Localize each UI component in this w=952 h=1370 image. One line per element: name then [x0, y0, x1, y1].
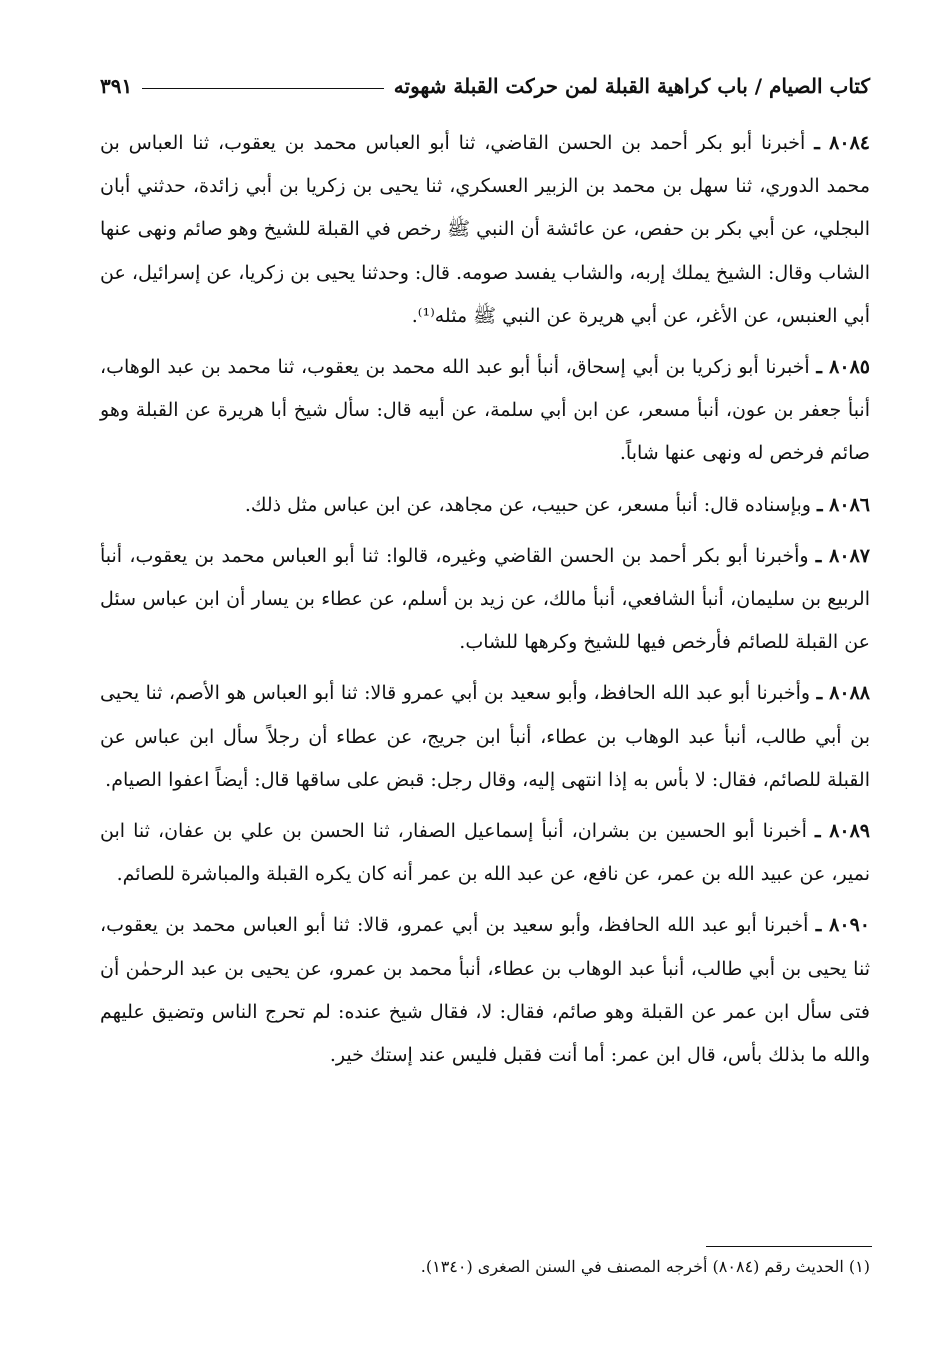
hadith-text: وبإسناده قال: أنبأ مسعر، عن حبيب، عن مجاهد، عن ابن عباس مثل ذلك.	[244, 493, 817, 516]
book-page	[100, 62, 870, 1085]
page-body	[100, 122, 870, 1077]
footnote: (١) الحديث رقم (٨٠٨٤) أخرجه المصنف في السنن الصغرى (١٣٤٠).	[420, 1257, 870, 1276]
hadith-text: وأخبرنا أبو بكر أحمد بن الحسن القاضي وغيره، قالوا: ثنا أبو العباس محمد بن يعقوب، أنبأ الربيع بن سليمان، أنبأ الشافعي، أنبأ مالك، عن زيد بن أسلم، عن عطاء بن يسار أن ابن عباس سئل عن القبلة للصائم فأرخص فيها للشيخ وكرهها للشاب.	[100, 544, 870, 654]
hadith-text: أخبرنا أبو الحسين بن بشران، أنبأ إسماعيل الصفار، ثنا الحسن بن علي بن عفان، ثنا ابن نمير، عن عبيد الله بن عمر، عن نافع، عن عبد الله بن عمر أنه كان يكره القبلة والمباشرة للصائم.	[100, 820, 870, 886]
hadith-number: ٨٠٨٤ ـ	[814, 132, 870, 154]
hadith-paragraph	[100, 346, 870, 476]
hadith-text: أخبرنا أبو عبد الله الحافظ، وأبو سعيد بن أبي عمرو، قالا: ثنا أبو العباس محمد بن يعقوب، ثنا يحيى بن أبي طالب، أنبأ عبد الوهاب بن عطاء، أنبأ محمد بن عمرو، عن يحيى بن عبد الرحمٰن أن فتى سأل ابن عمر عن القبلة وهو صائم، فقال: لا، فقال شيخ عنده: لم تحرج الناس وتضيق عليهم والله ما بذلك بأس، قال ابن عمر: أما أنت فقبل فليس عند إستك خير.	[100, 914, 870, 1067]
header-rule	[142, 88, 384, 89]
hadith-number: ٨٠٨٦ ـ	[816, 493, 870, 516]
hadith-paragraph	[100, 535, 870, 665]
hadith-number: ٨٠٨٧ ـ	[815, 544, 870, 567]
hadith-number: ٨٠٨٥ ـ	[816, 356, 870, 379]
header-title: كتاب الصيام / باب كراهية القبلة لمن حركت القبلة شهوته	[393, 74, 870, 98]
hadith-paragraph	[100, 810, 870, 896]
hadith-paragraph	[100, 904, 870, 1077]
hadith-paragraph	[100, 122, 870, 338]
hadith-number: ٨٠٩٠ ـ	[815, 914, 870, 937]
hadith-paragraph	[100, 484, 870, 527]
footnote-divider	[706, 1246, 872, 1247]
hadith-number: ٨٠٨٨ ـ	[816, 682, 871, 705]
hadith-text: وأخبرنا أبو عبد الله الحافظ، وأبو سعيد بن أبي عمرو قالا: ثنا أبو العباس هو الأصم، ثنا يحيى بن أبي طالب، أنبأ عبد الوهاب بن عطاء، أنبأ ابن جريج، عن عطاء أن رجلاً سأل ابن عباس عن القبلة للصائم، فقال: لا بأس به إذا انتهى إليه، وقال رجل: قبض على ساقها قال: أيضاً اعفوا الصيام.	[100, 682, 870, 791]
hadith-text: أخبرنا أبو زكريا بن أبي إسحاق، أنبأ أبو عبد الله محمد بن يعقوب، ثنا محمد بن عبد الوهاب، أنبأ جعفر بن عون، أنبأ مسعر، عن ابن أبي سلمة، عن أبيه قال: سأل شيخ أبا هريرة عن القبلة وهو صائم فرخص له ونهى عنها شاباً.	[100, 356, 870, 465]
running-header	[100, 62, 870, 110]
hadith-number: ٨٠٨٩ ـ	[814, 820, 871, 843]
hadith-paragraph	[100, 672, 870, 802]
hadith-text: أخبرنا أبو بكر أحمد بن الحسن القاضي، ثنا أبو العباس محمد بن يعقوب، ثنا العباس بن محمد الدوري، ثنا سهل بن محمد بن الزبير العسكري، ثنا يحيى بن زكريا بن أبي زائدة، حدثني أبان البجلي، عن أبي بكر بن حفص، عن عائشة أن النبي ﷺ رخص في القبلة للشيخ وهو صائم ونهى عنها الشاب وقال: الشيخ يملك إربه، والشاب يفسد صومه. قال: وحدثنا يحيى بن زكريا، عن إسرائيل، عن أبي العنبس، عن الأغر، عن أبي هريرة عن النبي ﷺ مثله⁽¹⁾.	[100, 132, 870, 327]
page-number: ٣٩١	[100, 74, 133, 98]
